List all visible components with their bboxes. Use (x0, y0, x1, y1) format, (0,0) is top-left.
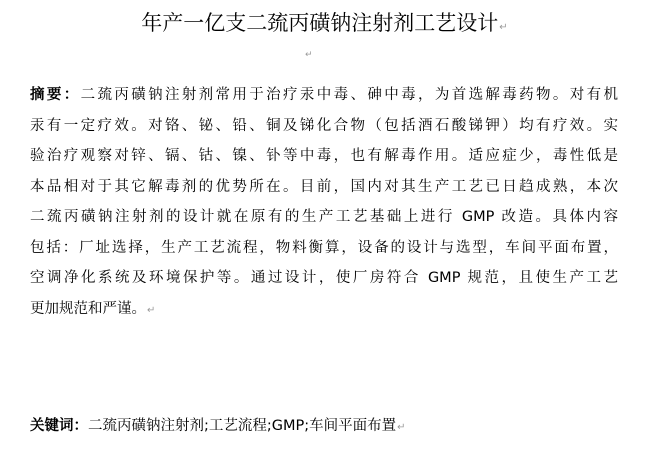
keywords-label: 关键词： (30, 418, 88, 434)
abstract-line: 验治疗观察对锌、镉、钴、镍、钋等中毒，也有解毒作用。适应症少，毒性低是 (30, 148, 618, 164)
abstract-line: 本品相对于其它解毒剂的优势所在。目前，国内对其生产工艺已日趋成熟，本次 (30, 178, 618, 195)
abstract-line-text: 更加规范和严谨。 (30, 300, 146, 317)
paragraph-mark-icon: ↵ (147, 304, 156, 316)
abstract-paragraph (30, 80, 618, 324)
abstract-line (30, 294, 618, 325)
title-text: 年产一亿支二巯丙磺钠注射剂工艺设计 (141, 11, 499, 35)
paragraph-mark-icon: ↵ (397, 422, 406, 433)
abstract-line-text: 二巯丙磺钠注射剂常用于治疗汞中毒、砷中毒，为首选解毒药物。对有机 (80, 87, 619, 103)
abstract-line (30, 80, 618, 111)
paragraph-mark-icon: ↵ (499, 22, 508, 33)
abstract-line: 二巯丙磺钠注射剂的设计就在原有的生产工艺基础上进行 GMP 改造。具体内容 (30, 209, 618, 225)
keywords-text: 二巯丙磺钠注射剂;工艺流程;GMP;车间平面布置 (88, 418, 397, 434)
abstract-line: 汞有一定疗效。对铬、铋、铅、铜及锑化合物（包括酒石酸锑钾）均有疗效。实 (30, 117, 618, 134)
document-title (0, 8, 649, 43)
abstract-line: 空调净化系统及环境保护等。通过设计，使厂房符合 GMP 规范，且使生产工艺 (30, 270, 618, 286)
abstract-line: 包括：厂址选择，生产工艺流程，物料衡算，设备的设计与选型，车间平面布置， (30, 239, 618, 256)
keywords-paragraph (30, 414, 406, 440)
empty-paragraph-mark-icon: ↵ (305, 50, 313, 60)
abstract-label: 摘要： (30, 87, 81, 103)
